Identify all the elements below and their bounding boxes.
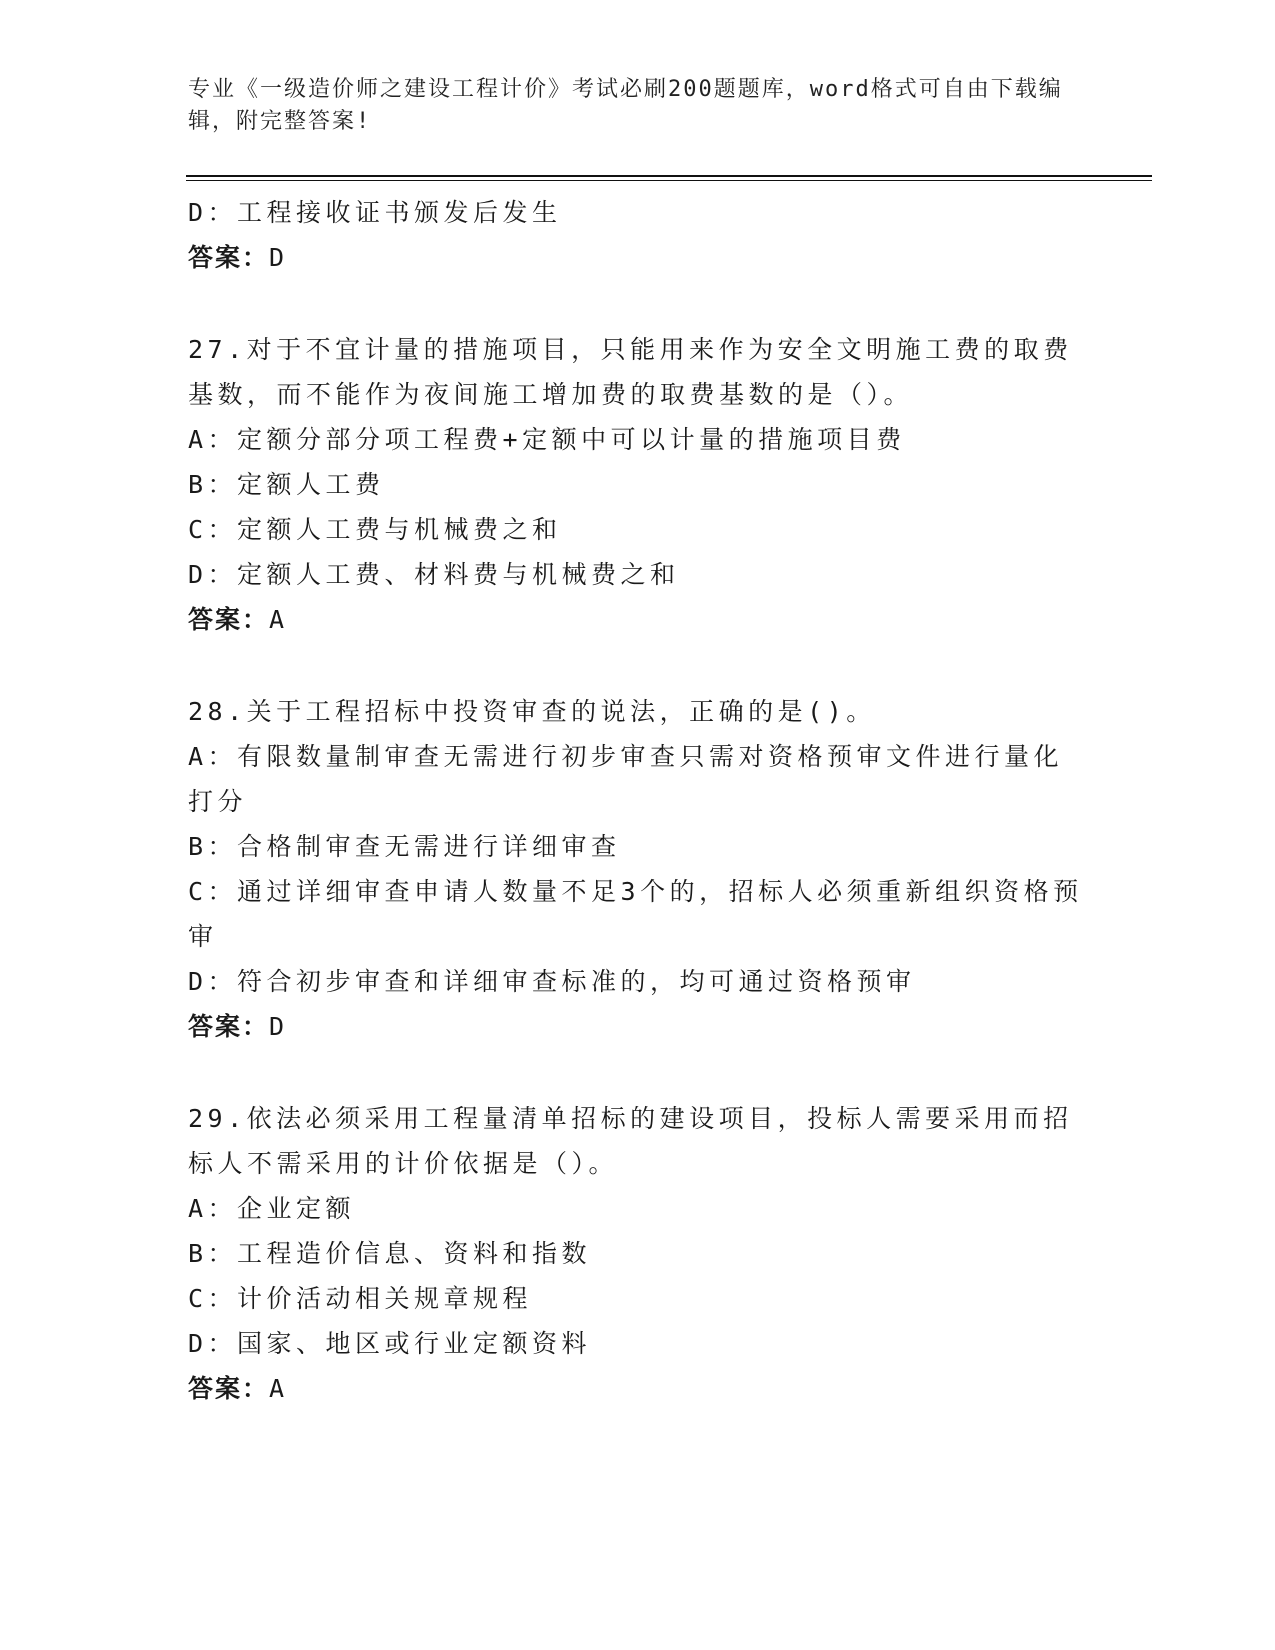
question-28: [188, 689, 1088, 1049]
answer: [188, 597, 1088, 642]
option-c: C：通过详细审查申请人数量不足3个的，招标人必须重新组织资格预审: [188, 877, 1083, 951]
answer-value: D: [269, 243, 287, 272]
answer-value: A: [269, 1374, 287, 1403]
spacer: [188, 280, 1088, 327]
option-c: C：计价活动相关规章规程: [188, 1284, 533, 1313]
option-b: B：合格制审查无需进行详细审查: [188, 832, 621, 861]
option-d: D：国家、地区或行业定额资料: [188, 1329, 592, 1358]
answer: [188, 1004, 1088, 1049]
answer-label: 答案：: [188, 1012, 270, 1041]
answer-label: 答案：: [188, 1374, 270, 1403]
header-divider: [186, 175, 1152, 181]
document-body: [188, 190, 1088, 1411]
question-27: [188, 327, 1088, 642]
option-d-previous: D：工程接收证书颁发后发生: [188, 198, 562, 227]
option-a: A：定额分部分项工程费+定额中可以计量的措施项目费: [188, 425, 906, 454]
answer-label: 答案：: [188, 605, 270, 634]
option-b: B：定额人工费: [188, 470, 385, 499]
option-d: D：符合初步审查和详细审查标准的，均可通过资格预审: [188, 967, 916, 996]
option-a: A：企业定额: [188, 1194, 356, 1223]
answer-value: A: [269, 605, 287, 634]
question-29: [188, 1096, 1088, 1411]
option-a: A：有限数量制审查无需进行初步审查只需对资格预审文件进行量化打分: [188, 742, 1064, 816]
option-b: B：工程造价信息、资料和指数: [188, 1239, 592, 1268]
spacer: [188, 642, 1088, 689]
answer-previous: [188, 235, 1088, 280]
question-stem: 28.关于工程招标中投资审查的说法，正确的是()。: [188, 697, 876, 726]
option-c: C：定额人工费与机械费之和: [188, 515, 562, 544]
question-stem: 27.对于不宜计量的措施项目，只能用来作为安全文明施工费的取费基数，而不能作为夜间施工增加费的取费基数的是（）。: [188, 335, 1073, 409]
spacer: [188, 1049, 1088, 1096]
answer: [188, 1366, 1088, 1411]
answer-label: 答案：: [188, 243, 270, 272]
answer-value: D: [269, 1012, 287, 1041]
page-header: 专业《一级造价师之建设工程计价》考试必刷200题题库，word格式可自由下载编辑，附完整答案!: [188, 77, 1063, 134]
option-d: D：定额人工费、材料费与机械费之和: [188, 560, 680, 589]
question-stem: 29.依法必须采用工程量清单招标的建设项目，投标人需要采用而招标人不需采用的计价依据是（）。: [188, 1104, 1073, 1178]
